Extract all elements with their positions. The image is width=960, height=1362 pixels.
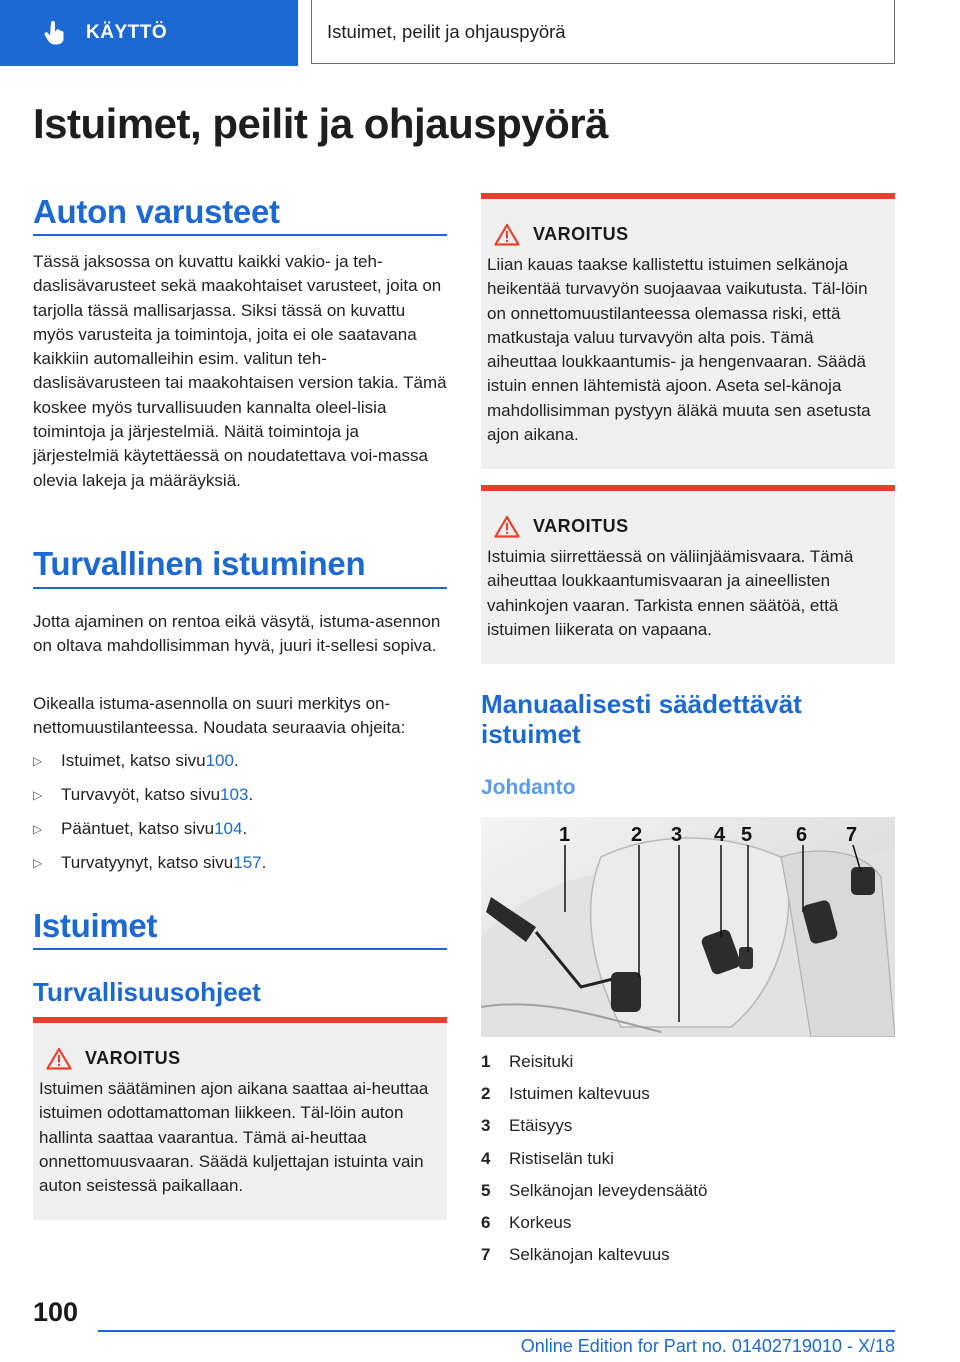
legend-number: 2 xyxy=(481,1084,491,1104)
legend-item xyxy=(481,1078,895,1110)
warning-triangle-icon xyxy=(487,515,527,538)
warning-triangle-icon xyxy=(39,1047,79,1070)
page-link[interactable]: 103 xyxy=(220,785,249,804)
callout-number: 4 xyxy=(714,824,726,846)
subsection-title-turvallisuusohjeet: Turvallisuusohjeet xyxy=(33,977,261,1007)
legend-item xyxy=(481,1046,895,1078)
warning-title: VAROITUS xyxy=(85,1047,181,1068)
callout-number: 6 xyxy=(796,824,808,846)
bullet-list xyxy=(33,744,447,880)
breadcrumb-label: Istuimet, peilit ja ohjauspyörä xyxy=(327,20,566,42)
list-item xyxy=(33,846,447,880)
bullet-end: . xyxy=(242,819,248,838)
seat-illustration xyxy=(481,817,895,1037)
bullet-end: . xyxy=(261,853,267,872)
section-text-varusteet: Tässä jaksossa on kuvattu kaikki vakio- ja teh-daslisävarusteet sekä maakohtaiset varusteet, joita on tarjolla tässä mallisarjassa. Siksi tässä on kuvattu myös varusteita ja toimintoja, joita ei ole saatavana kaikkiin automalleihin esim. valitun teh-daslisävarusteen tai maakohtaisen version takia. Tämä koskee myös turvallisuuden kannalta oleel-lisia toimintoja ja järjestelmiä. Näitä toimintoja ja järjestelmiä käytettäessä on noudatettava voi-massa olevia lakeja ja määräyksiä. xyxy=(33,252,447,490)
triangle-bullet-icon: ▷ xyxy=(33,856,43,870)
figure-legend xyxy=(481,1046,895,1271)
legend-number: 4 xyxy=(481,1148,491,1168)
legend-number: 1 xyxy=(481,1052,491,1072)
callout-number: 1 xyxy=(559,824,571,846)
bullet-text: Turvavyöt, katso sivu xyxy=(61,785,221,804)
paragraph-istuma-asento: Jotta ajaminen on rentoa eikä väsytä, istuma-asennon on oltava mahdollisimman hyvä, juuri it-sellesi sopiva. xyxy=(33,612,441,656)
section-title-istuimet: Istuimet xyxy=(33,907,158,944)
legend-number: 5 xyxy=(481,1180,491,1200)
warning-text: Liian kauas taakse kallistettu istuimen selkänoja heikentää turvavyön suojaavaa vaikutusta. Täl-löin on onnettomuustilanteessa olemassa riski, että matkustaja valuu turvavyön alta pois. Tämä aiheuttaa loukkaantumis- ja hengenvaaran. Säädä istuin ennen lähtemistä ajoon. Aseta sel-känoja mahdollisimman pystyyn äläkä muuta sen asetusta ajon aikana. xyxy=(487,255,871,445)
section-title-turvallinen: Turvallinen istuminen xyxy=(33,545,366,582)
warning-title: VAROITUS xyxy=(533,223,629,244)
subsection-title-johdanto: Johdanto xyxy=(481,776,576,799)
page-link[interactable]: 157 xyxy=(233,853,262,872)
legend-number: 3 xyxy=(481,1116,491,1136)
hand-pointer-icon xyxy=(42,20,68,46)
legend-item xyxy=(481,1175,895,1207)
legend-label: Etäisyys xyxy=(509,1116,573,1136)
warning-box xyxy=(33,1017,447,1220)
legend-item xyxy=(481,1239,895,1271)
bullet-end: . xyxy=(248,785,254,804)
footer-rule xyxy=(98,1330,895,1332)
page-title: Istuimet, peilit ja ohjauspyörä xyxy=(33,100,608,147)
bullet-text: Turvatyynyt, katso sivu xyxy=(61,853,234,872)
page-link[interactable]: 104 xyxy=(214,819,243,838)
warning-box xyxy=(481,193,895,469)
list-item xyxy=(33,744,447,778)
section-rule xyxy=(33,948,447,950)
list-item xyxy=(33,778,447,812)
chapter-tab-label: KÄYTTÖ xyxy=(86,22,168,43)
warning-text: Istuimen säätäminen ajon aikana saattaa ai-heuttaa istuimen odottamattoman liikkeen. Täl-löin auton hallinta saattaa vaarantua. Tämä ai-heuttaa onnettomuusvaaran. Säädä kuljettajan istuinta vain auton seistessä paikallaan. xyxy=(39,1079,429,1196)
legend-number: 7 xyxy=(481,1245,491,1265)
warning-title: VAROITUS xyxy=(533,515,629,536)
chapter-tab[interactable] xyxy=(0,0,298,66)
callout-number: 5 xyxy=(741,824,753,846)
page-number: 100 xyxy=(33,1297,79,1327)
legend-number: 6 xyxy=(481,1213,491,1233)
legend-label: Istuimen kaltevuus xyxy=(509,1084,650,1104)
triangle-bullet-icon: ▷ xyxy=(33,788,43,802)
warning-text: Istuimia siirrettäessä on väliinjäämisvaara. Tämä aiheuttaa loukkaantumisvaaran ja aineellisten vahinkojen vaaran. Tarkista ennen säätöä, että istuimen liikerata on vapaana. xyxy=(487,547,854,639)
warning-box xyxy=(481,485,895,664)
bullet-text: Istuimet, katso sivu xyxy=(61,751,206,770)
triangle-bullet-icon: ▷ xyxy=(33,822,43,836)
warning-triangle-icon xyxy=(487,223,527,246)
page-header xyxy=(0,0,960,66)
triangle-bullet-icon: ▷ xyxy=(33,754,43,768)
paragraph-ohjeet: Oikealla istuma-asennolla on suuri merkitys on-nettomuustilanteessa. Noudata seuraavia ohjeita: xyxy=(33,694,406,738)
legend-label: Reisituki xyxy=(509,1052,574,1072)
bullet-end: . xyxy=(233,751,239,770)
legend-item xyxy=(481,1143,895,1175)
section-title-varusteet: Auton varusteet xyxy=(33,193,280,230)
seat-controls-figure xyxy=(481,817,895,1037)
bullet-text: Pääntuet, katso sivu xyxy=(61,819,215,838)
footer-edition: Online Edition for Part no. 01402719010 - X/18 xyxy=(520,1336,895,1356)
section-rule xyxy=(33,587,447,589)
legend-label: Korkeus xyxy=(509,1213,572,1233)
callout-number: 7 xyxy=(846,824,858,846)
section-rule xyxy=(33,234,447,236)
legend-label: Selkänojan leveydensäätö xyxy=(509,1180,708,1200)
legend-item xyxy=(481,1207,895,1239)
callout-number: 3 xyxy=(671,824,683,846)
section-title-manuaaliset: Manuaalisesti säädettävät istuimet xyxy=(481,689,802,749)
callout-number: 2 xyxy=(631,824,643,846)
legend-label: Selkänojan kaltevuus xyxy=(509,1245,670,1265)
page-link[interactable]: 100 xyxy=(205,751,234,770)
legend-item xyxy=(481,1110,895,1142)
breadcrumb xyxy=(311,0,895,64)
list-item xyxy=(33,812,447,846)
legend-label: Ristiselän tuki xyxy=(509,1148,614,1168)
